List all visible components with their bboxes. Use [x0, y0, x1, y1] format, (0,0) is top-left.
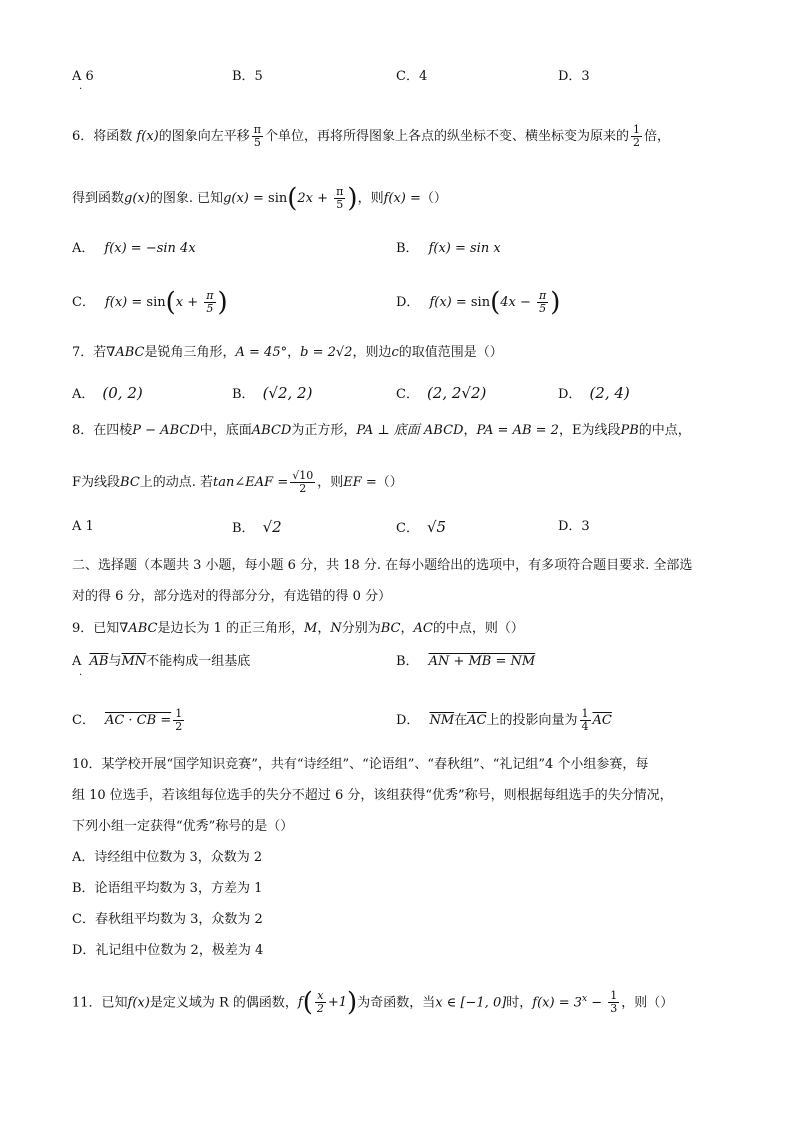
q11-fx: f(x) — [127, 995, 150, 1011]
q7-d-label: D． — [558, 387, 582, 402]
q11-text: 时， — [506, 995, 533, 1011]
q6-text: 个单位，再将所得图象上各点的纵坐标不变、横坐标变为原来的 — [264, 129, 629, 144]
q6-fx2: f(x) = — [383, 191, 421, 206]
q9-bc: BC — [380, 621, 401, 636]
q7-text: ，则边 — [352, 345, 392, 360]
q11-text: 11．已知 — [72, 995, 128, 1011]
q6-frac-pi5b: $\frac{\pi}{5}$ — [336, 185, 344, 211]
q5-option-b[interactable]: B．5 — [232, 69, 263, 84]
q8-text: 为正方形， — [291, 423, 357, 438]
q9-d-frac: $\frac{1}{4}$ — [581, 707, 589, 733]
q10-option-d[interactable]: D．礼记组中位数为 2，极差为 4 — [72, 943, 264, 958]
q7-d-expr: (2, 4) — [589, 384, 630, 402]
q6-text: 倍， — [644, 129, 671, 144]
q9-n: N — [330, 621, 342, 636]
q11-frac: $\frac{1}{3}$ — [610, 989, 618, 1016]
q9-text: 9．已知 — [72, 621, 120, 636]
q8-ef: EF = — [343, 475, 377, 490]
q9-vec-ac2: $\overline{AC}$ — [592, 713, 612, 728]
q7-a-label: A． — [72, 387, 95, 402]
q9-text: ， — [317, 621, 331, 636]
q9-b-label: B． — [396, 654, 419, 669]
q5-option-c[interactable]: C．4 — [396, 69, 428, 84]
q8-b-label: B． — [232, 521, 255, 536]
q7-c-label: C． — [396, 387, 419, 402]
stray-dot: · — [79, 84, 83, 95]
q8-base: ABCD — [251, 423, 292, 438]
q6-number: 6． — [72, 129, 94, 144]
q6-option-a[interactable] — [72, 240, 196, 258]
q7-option-d[interactable] — [558, 384, 630, 404]
q9-ac: AC — [413, 621, 433, 636]
q11-text: 为奇函数，当 — [357, 995, 436, 1011]
q11-text: ，则（） — [621, 995, 674, 1011]
q7-triangle: ∇ABC — [106, 345, 145, 360]
q6-text: （） — [420, 191, 447, 206]
q6-stem-line1 — [72, 124, 670, 149]
q6-frac-pi5: $\frac{\pi}{5}$ — [253, 123, 261, 149]
q10-stem-line3: 下列小组一定获得“优秀”称号的是（） — [72, 819, 294, 834]
q9-text: 不能构成一组基底 — [146, 654, 251, 669]
q10-option-c[interactable]: C．春秋组平均数为 3，众数为 2 — [72, 912, 263, 927]
q10-stem-line1: 10．某学校开展“国学知识竞赛”，共有“诗经组”、“论语组”、“春秋组”、“礼记组”4 个小组参赛，每 — [72, 757, 649, 772]
q9-d-label: D． — [396, 713, 420, 728]
q7-stem: 7．若∇ABC是锐角三角形，A = 45°，b = 2√2，则边c的取值范围是（） — [72, 345, 503, 360]
q6-b-expr: f(x) = sin x — [428, 241, 501, 256]
q11-stem: 11．已知f(x)是定义域为 R 的偶函数，f( $\frac{x}{2}$ +1)为奇函数，当x ∈ [−1, 0]时，$f(x) = 3^x$ − $\frac{1}{3}$ ，则（） — [72, 987, 674, 1018]
q9-text: 在 — [454, 713, 468, 728]
q8-pb: PB — [620, 423, 639, 438]
q6-text: 将函数 — [93, 129, 133, 144]
q8-c-label: C． — [396, 521, 419, 536]
q8-text: 的中点， — [638, 423, 691, 438]
q8-option-c[interactable] — [396, 518, 446, 538]
q9-stem: 9．已知∇ABC是边长为 1 的正三角形，M，N分别为BC，AC的中点，则（） — [72, 621, 524, 636]
q9-c-expr: AC · CB = — [104, 713, 172, 728]
q7-var-c: c — [391, 345, 399, 360]
q6-option-c[interactable] — [72, 287, 228, 318]
q9-c-label: C． — [72, 713, 95, 728]
q8-bc: BC — [120, 475, 140, 490]
q5-option-d[interactable]: D．3 — [558, 69, 590, 84]
q9-b-expr: AN + MB = NM — [428, 654, 536, 669]
q8-tan: tan∠EAF = — [213, 475, 289, 490]
q9-vec-mn: $\overline{MN}$ — [121, 654, 147, 669]
q6-text: 的图象向左平移 — [158, 129, 250, 144]
q9-vec-nm: $\overline{NM}$ — [429, 713, 455, 728]
q10-option-b[interactable]: B．论语组平均数为 3，方差为 1 — [72, 881, 263, 896]
q9-option-b[interactable] — [396, 653, 535, 671]
q8-text: 8．在四棱 — [72, 423, 133, 438]
q7-text: 的取值范围是（） — [398, 345, 503, 360]
q6-d-expr: f(x) = sin(4x − $\frac{\pi}{5}$ ) — [429, 287, 561, 318]
q11-text: 是定义域为 R 的偶函数， — [149, 995, 298, 1011]
q9-c-frac: $\frac{1}{2}$ — [175, 707, 183, 733]
q11-fdef: f(x) = 3 — [532, 995, 583, 1011]
q9-option-d[interactable] — [396, 708, 612, 733]
q6-d-label: D． — [396, 295, 420, 310]
q8-b-expr: √2 — [262, 518, 282, 536]
q9-vec-ab: $\overline{AB}$ — [89, 654, 109, 669]
q7-option-b[interactable] — [232, 384, 312, 404]
section-2-heading-cont: 对的得 6 分，部分选对的得部分分，有选错的得 0 分） — [72, 589, 392, 604]
q6-gx: g(x) — [124, 191, 150, 206]
q9-vec-ac: $\overline{AC}$ — [467, 713, 487, 728]
q5-option-a[interactable]: A 6 — [72, 69, 94, 84]
q8-text: F为线段 — [72, 475, 121, 490]
q6-given: g(x) = sin(2x + — [223, 183, 333, 214]
q6-a-expr: f(x) = −sin 4x — [104, 241, 196, 256]
q8-stem-line1 — [72, 422, 691, 440]
q9-m: M — [304, 621, 318, 636]
q9-a-label: A — [72, 654, 82, 669]
q6-option-d[interactable] — [396, 287, 561, 318]
q6-text: 得到函数 — [72, 191, 125, 206]
q9-option-a[interactable] — [72, 653, 250, 671]
q6-stem-line2: 得到函数g(x)的图象. 已知g(x) = sin(2x + $\frac{\pi}{5}$ )，则f(x) =（） — [72, 183, 447, 214]
q8-pyramid: P − ABCD — [132, 423, 200, 438]
q7-option-a[interactable] — [72, 384, 143, 404]
q6-frac-half: $\frac{1}{2}$ — [633, 123, 640, 149]
q8-text: ，E为线段 — [558, 423, 621, 438]
q9-text: 上的投影向量为 — [486, 713, 578, 728]
q8-frac: $\frac{√10}{2}$ — [292, 469, 314, 495]
q10-option-a[interactable]: A．诗经组中位数为 3，众数为 2 — [72, 850, 263, 865]
q6-text: 的图象. 已知 — [149, 191, 224, 206]
q9-text: 的中点，则（） — [432, 621, 524, 636]
q9-text: 分别为 — [341, 621, 381, 636]
q7-option-c[interactable] — [396, 384, 486, 404]
q7-b-expr: (√2, 2) — [262, 384, 313, 402]
q9-text: 与 — [108, 654, 122, 669]
q7-b-label: B． — [232, 387, 255, 402]
q7-text: 7．若 — [72, 345, 107, 360]
q6-text: ，则 — [357, 191, 384, 206]
q6-fx: f(x) — [136, 129, 159, 144]
q10-stem-line2: 组 10 位选手，若该组每位选手的失分不超过 6 分，该组获得“优秀”称号，则根据每组选手的失分情况， — [72, 788, 673, 803]
q7-cond-side: b = 2√2 — [300, 345, 353, 360]
q7-cond-angle: A = 45° — [235, 345, 288, 360]
q7-a-expr: (0, 2) — [102, 384, 143, 402]
q6-b-label: B． — [396, 241, 419, 256]
q8-text: （） — [376, 475, 403, 490]
q8-option-a[interactable]: A 1 — [72, 519, 94, 534]
q11-interval: x ∈ [−1, 0] — [435, 995, 507, 1011]
q7-text: 是锐角三角形， — [144, 345, 236, 360]
q8-stem-line2 — [72, 470, 403, 495]
q6-c-label: C． — [72, 295, 95, 310]
q8-text: 中，底面 — [199, 423, 252, 438]
q8-lengths: PA = AB = 2 — [476, 423, 559, 438]
q9-option-c[interactable] — [72, 708, 186, 733]
q8-text: ，则 — [317, 475, 344, 490]
q9-text: 是边长为 1 的正三角形， — [157, 621, 305, 636]
q8-c-expr: √5 — [426, 518, 447, 536]
q9-triangle: ∇ABC — [119, 621, 158, 636]
q8-option-b[interactable] — [232, 518, 282, 538]
q8-text: ， — [463, 423, 477, 438]
q6-c-expr: f(x) = sin(x + $\frac{\pi}{5}$ ) — [104, 287, 228, 318]
q7-c-expr: (2, 2√2) — [426, 384, 487, 402]
q6-a-label: A． — [72, 241, 95, 256]
q8-text: 上的动点. 若 — [139, 475, 214, 490]
q6-option-b[interactable] — [396, 240, 501, 258]
q11-f-shift: f( $\frac{x}{2}$ +1) — [297, 987, 358, 1018]
q8-option-d[interactable]: D．3 — [558, 519, 590, 534]
section-2-heading: 二、选择题（本题共 3 小题，每小题 6 分，共 18 分. 在每小题给出的选项中，有多项符合题目要求. 全部选 — [72, 558, 693, 573]
stray-dot: · — [79, 670, 83, 681]
q8-perp: PA ⊥ 底面 ABCD — [356, 423, 464, 438]
